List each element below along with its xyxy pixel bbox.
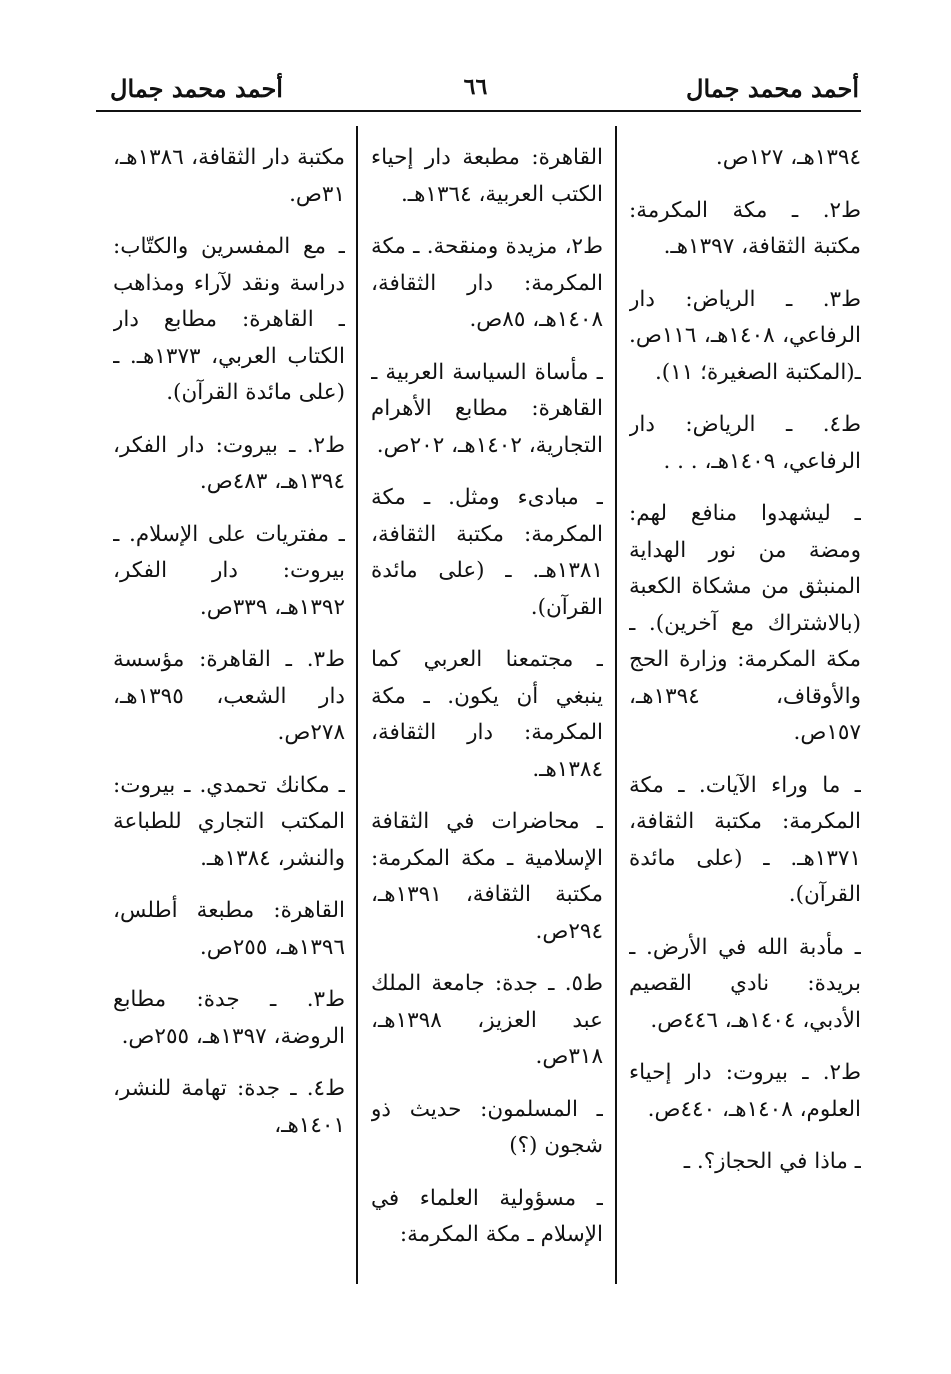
entry-text: ـ مسؤولية العلماء في الإسلام ـ مكة المكرمة: — [371, 1185, 603, 1247]
entry-text: مكتبة دار الثقافة، ١٣٨٦هـ، ٣١ص. — [113, 145, 345, 207]
entry-text: ط٤. ـ الرياض: دار الرفاعي، ١٤٠٩هـ، . . . — [629, 412, 861, 474]
entry-text: ١٣٩٤هـ، ١٢٧ص. — [715, 145, 861, 170]
entry-text: ـ مكانك تحمدي. ـ بيروت: المكتب التجاري للطباعة والنشر، ١٣٨٤هـ. — [113, 772, 345, 871]
bibliography-entry — [113, 517, 345, 627]
entry-text: ط٤. ـ جدة: تهامة للنشر، ١٤٠١هـ، — [113, 1076, 345, 1138]
entry-text: ط٣. ـ الرياض: دار الرفاعي، ١٤٠٨هـ، ١١٦ص. ـ(المكتبة الصغيرة؛ ١١). — [629, 286, 861, 385]
bibliography-entry — [113, 768, 345, 878]
entry-text: ـ ماذا في الحجاز؟. ـ — [683, 1149, 861, 1174]
bibliography-entry — [371, 140, 603, 213]
entry-text: ـ مأدبة الله في الأرض. ـ بريدة: نادي القصيم الأدبي، ١٤٠٤هـ، ٤٤٦ص. — [629, 934, 861, 1033]
entry-text: ـ مع المفسرين والكتّاب: دراسة ونقد لآراء ومذاهب ـ القاهرة: مطابع دار الكتاب العربي، ١٣٧٣هـ. ـ (على مائدة القرآن). — [113, 234, 345, 405]
entry-text: ـ مأساة السياسة العربية ـ القاهرة: مطابع الأهرام التجارية، ١٤٠٢هـ، ٢٠٢ص. — [371, 359, 603, 458]
bibliography-entry — [113, 140, 345, 213]
bibliography-entry — [371, 480, 603, 626]
column-divider — [356, 126, 358, 1284]
bibliography-entry — [629, 768, 861, 914]
entry-text: القاهرة: مطبعة أطلس، ١٣٩٦هـ، ٢٥٥ص. — [113, 898, 345, 960]
header-rule — [96, 110, 861, 112]
bibliography-entry — [629, 1144, 861, 1181]
bibliography-entry — [629, 407, 861, 480]
bibliography-entry — [371, 229, 603, 339]
column-left — [113, 140, 345, 1295]
entry-text: ـ مفتريات على الإسلام. ـ بيروت: دار الفكر، ١٣٩٢هـ، ٣٣٩ص. — [113, 521, 345, 620]
running-head-author-left: أحمد محمد جمال — [110, 74, 283, 103]
entry-text: ط٥. ـ جدة: جامعة الملك عبد العزيز، ١٣٩٨هـ، ٣١٨ص. — [371, 971, 603, 1069]
entry-text: ـ ما وراء الآيات. ـ مكة المكرمة: مكتبة الثقافة، ١٣٧١هـ. ـ (على مائدة القرآن). — [629, 772, 861, 907]
bibliography-entry — [113, 1071, 345, 1144]
entry-text: ـ ليشهدوا منافع لهم: ومضة من نور الهداية المنبثق من مشكاة الكعبة (بالاشتراك مع آخرين). ـ مكة المكرمة: وزارة الحج والأوقاف، ١٣٩٤هـ، ١٥٧ص. — [629, 501, 861, 745]
bibliography-entry — [371, 642, 603, 788]
bibliography-entry — [629, 140, 861, 177]
bibliography-entry — [629, 496, 861, 752]
bibliography-entry — [113, 893, 345, 966]
bibliography-entry — [629, 193, 861, 266]
bibliography-entry — [629, 1055, 861, 1128]
entry-text: ـ محاضرات في الثقافة الإسلامية ـ مكة المكرمة: مكتبة الثقافة، ١٣٩١هـ، ٢٩٤ص. — [371, 809, 603, 944]
bibliography-entry — [113, 229, 345, 412]
entry-text: ط٢، مزيدة ومنقحة. ـ مكة المكرمة: دار الثقافة، ١٤٠٨هـ، ٨٥ص. — [371, 234, 603, 332]
bibliography-entry — [371, 966, 603, 1076]
entry-text: ط٣. ـ القاهرة: مؤسسة دار الشعب، ١٣٩٥هـ، ٢٧٨ص. — [113, 647, 345, 745]
column-right — [629, 140, 861, 1295]
bibliography-entry — [629, 930, 861, 1040]
entry-text: ط٢. ـ مكة المكرمة: مكتبة الثقافة، ١٣٩٧هـ. — [629, 197, 861, 259]
bibliography-entry — [113, 642, 345, 752]
bibliography-entry — [371, 355, 603, 465]
bibliography-entry — [371, 804, 603, 950]
entry-text: القاهرة: مطبعة دار إحياء الكتب العربية، ١٣٦٤هـ. — [371, 145, 603, 207]
entry-text: ـ المسلمون: حديث ذو شجون (؟) — [371, 1096, 603, 1158]
column-divider — [615, 126, 617, 1284]
entry-text: ط٣. ـ جدة: مطابع الروضة، ١٣٩٧هـ، ٢٥٥ص. — [113, 987, 345, 1049]
bibliography-entry — [629, 282, 861, 392]
entry-text: ط٢. ـ بيروت: دار إحياء العلوم، ١٤٠٨هـ، ٤٤٠ص. — [629, 1060, 861, 1122]
bibliography-entry — [371, 1092, 603, 1165]
bibliography-entry — [113, 982, 345, 1055]
page-number: ٦٦ — [463, 74, 488, 100]
entry-text: ـ مبادىء ومثل. ـ مكة المكرمة: مكتبة الثقافة، ١٣٨١هـ. ـ (على مائدة القرآن). — [371, 485, 603, 620]
running-head-author: أحمد محمد جمال — [686, 74, 859, 103]
entry-text: ـ مجتمعنا العربي كما ينبغي أن يكون. ـ مكة المكرمة: دار الثقافة، ١٣٨٤هـ. — [371, 647, 603, 782]
column-middle — [371, 140, 603, 1295]
bibliography-entry — [113, 428, 345, 501]
entry-text: ط٢. ـ بيروت: دار الفكر، ١٣٩٤هـ، ٤٨٣ص. — [113, 432, 345, 494]
bibliography-entry — [371, 1181, 603, 1254]
